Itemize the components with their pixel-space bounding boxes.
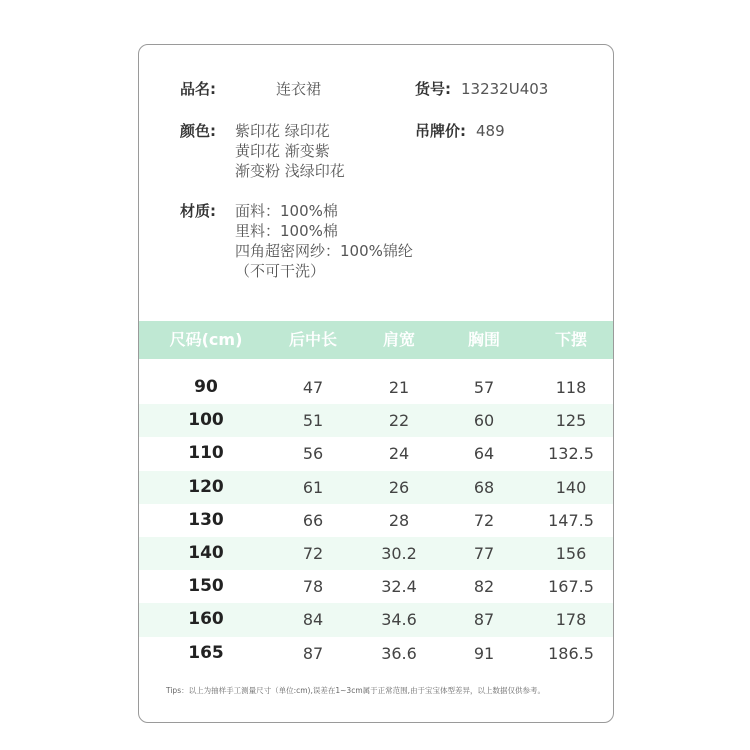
table-row [139,404,613,437]
cell-hem: 147.5 [548,510,594,530]
table-row [139,504,613,537]
cell-back-length: 78 [302,577,324,597]
cell-chest: 60 [473,411,495,431]
color-label: 颜色: [180,122,216,140]
header-back-length: 后中长 [288,330,337,349]
product-name-row [180,79,322,99]
size-table-body [139,371,613,670]
cell-back-length: 51 [302,411,324,431]
material-row [180,201,413,280]
size-chart-card [138,44,614,723]
cell-back-length: 61 [302,477,324,497]
sku-value: 13232U403 [461,80,549,98]
cell-size: 110 [188,443,224,464]
table-row [139,603,613,636]
cell-size: 140 [188,542,224,563]
cell-back-length: 84 [302,610,324,630]
cell-size: 120 [188,476,224,497]
cell-chest: 72 [473,510,495,530]
cell-shoulder: 21 [388,378,410,397]
cell-shoulder: 28 [388,510,410,530]
cell-chest: 77 [473,543,495,563]
color-line: 渐变粉 浅绿印花 [235,162,345,180]
cell-size: 90 [194,377,218,397]
cell-size: 165 [188,642,224,663]
cell-hem: 156 [555,543,587,563]
material-values [235,201,413,281]
table-row [139,471,613,504]
cell-back-length: 47 [302,378,324,397]
cell-chest: 57 [473,378,495,397]
cell-back-length: 87 [302,643,324,663]
cell-hem: 178 [555,610,587,630]
cell-hem: 132.5 [548,444,594,464]
cell-hem: 118 [555,378,587,397]
size-table-header [139,321,613,359]
header-shoulder: 肩宽 [382,330,415,349]
table-row [139,371,613,404]
color-row [180,121,345,180]
cell-back-length: 56 [302,444,324,464]
cell-shoulder: 30.2 [381,543,417,563]
table-row [139,637,613,670]
cell-chest: 68 [473,477,495,497]
table-row [139,537,613,570]
cell-shoulder: 26 [388,477,410,497]
header-size: 尺码(cm) [169,330,243,349]
price-label: 吊牌价: [415,122,466,140]
cell-chest: 82 [473,577,495,597]
cell-hem: 186.5 [548,643,594,663]
cell-shoulder: 24 [388,444,410,464]
cell-shoulder: 32.4 [381,577,417,597]
cell-shoulder: 34.6 [381,610,417,630]
cell-hem: 167.5 [548,577,594,597]
cell-size: 130 [188,509,224,530]
cell-hem: 140 [555,477,587,497]
cell-chest: 64 [473,444,495,464]
sku-row [415,79,548,99]
table-row [139,570,613,603]
header-hem: 下摆 [554,330,587,349]
material-line: （不可干洗） [235,262,326,280]
price-value: 489 [476,122,505,140]
price-row [415,121,505,141]
cell-hem: 125 [555,411,587,431]
material-line: 四角超密网纱：100%锦纶 [235,242,413,260]
cell-back-length: 66 [302,510,324,530]
cell-chest: 87 [473,610,495,630]
sku-label: 货号: [415,80,451,98]
color-line: 黄印花 渐变紫 [235,142,330,160]
cell-shoulder: 22 [388,411,410,431]
color-line: 紫印花 绿印花 [235,122,330,140]
cell-size: 150 [188,576,224,597]
cell-size: 160 [188,609,224,630]
material-line: 里料：100%棉 [235,222,338,240]
header-chest: 胸围 [467,330,500,349]
table-row [139,437,613,470]
cell-size: 100 [188,410,224,431]
color-values [235,121,345,181]
product-name-value: 连衣裙 [276,80,322,98]
cell-chest: 91 [473,643,495,663]
cell-shoulder: 36.6 [381,643,417,663]
tips-note: Tips：以上为抽样手工测量尺寸（单位:cm),误差在1~3cm属于正常范围,由于宝宝体型差异，以上数据仅供参考。 [166,686,546,695]
material-label: 材质: [180,202,216,220]
product-name-label: 品名: [180,80,216,98]
cell-back-length: 72 [302,543,324,563]
material-line: 面料：100%棉 [235,202,338,220]
